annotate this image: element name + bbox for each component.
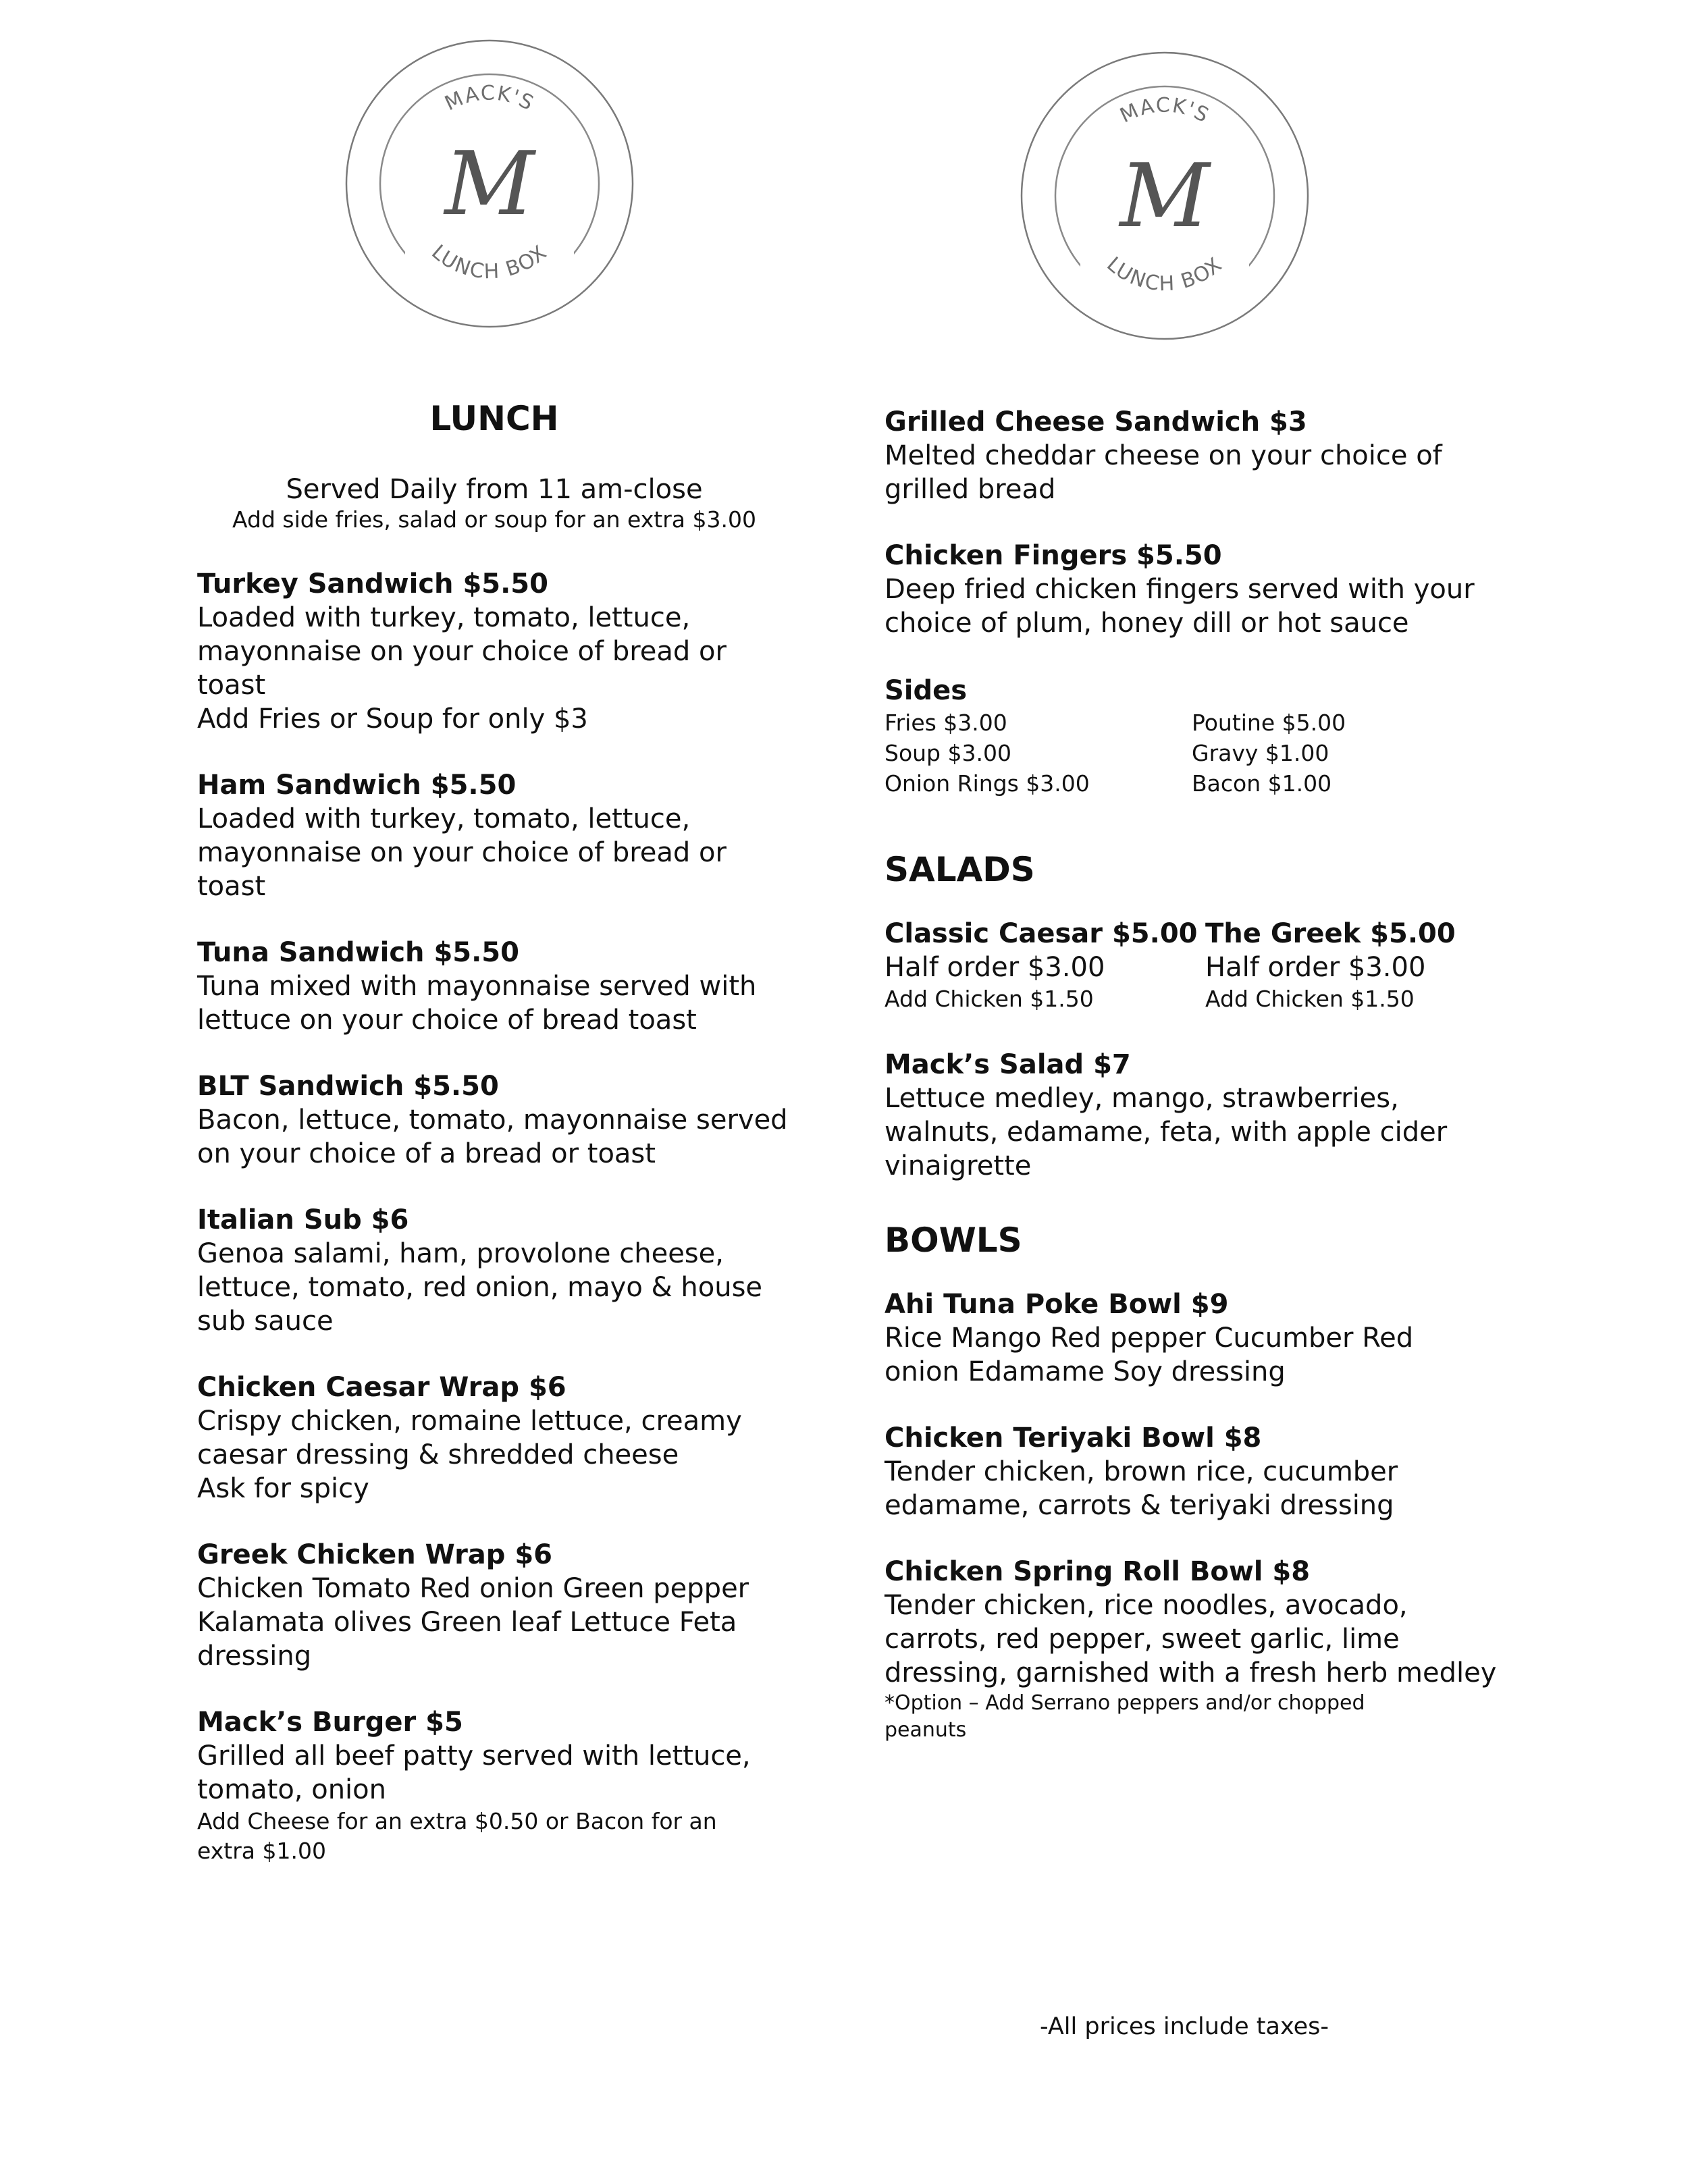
item-description-line: toast <box>197 670 266 701</box>
served-hours: Served Daily from 11 am-close <box>286 474 703 505</box>
side-item: Bacon $1.00 <box>1192 770 1332 797</box>
lunch-item <box>197 1705 805 1866</box>
item-title: Chicken Caesar Wrap $6 <box>197 1372 566 1403</box>
item-description-line: mayonnaise on your choice of bread or <box>197 636 727 667</box>
sides-list-right <box>1192 708 1533 799</box>
bowls-title: BOWLS <box>885 1221 1022 1260</box>
bowl-item <box>885 1555 1533 1744</box>
salad-add-chicken: Add Chicken $1.50 <box>885 986 1094 1012</box>
item-description-line: dressing, garnished with a fresh herb medley <box>885 1657 1497 1688</box>
item-title: Tuna Sandwich $5.50 <box>197 937 519 968</box>
side-item: Onion Rings $3.00 <box>885 770 1090 797</box>
side-item: Poutine $5.00 <box>1192 710 1346 736</box>
bowl-items <box>885 1287 1533 1744</box>
bowls-section <box>885 1220 1533 1744</box>
taxes-footer: -All prices include taxes- <box>1040 2013 1329 2040</box>
salads-section <box>885 849 1533 1183</box>
salad-description-line: vinaigrette <box>885 1150 1032 1181</box>
item-description-line: on your choice of a bread or toast <box>197 1138 656 1169</box>
item-description-line: grilled bread <box>885 474 1056 505</box>
logo-top-text: MACK'S <box>441 81 539 116</box>
logo-bottom-text: LUNCH BOX <box>1102 252 1228 296</box>
logo-letter: M <box>1119 144 1210 247</box>
item-description-line: Tender chicken, brown rice, cucumber <box>885 1456 1398 1487</box>
salad-description-line: walnuts, edamame, feta, with apple cider <box>885 1117 1448 1148</box>
item-description-line: Ask for spicy <box>197 1473 369 1504</box>
lunch-item <box>197 567 805 736</box>
salads-title: SALADS <box>885 850 1035 889</box>
item-description-line: Loaded with turkey, tomato, lettuce, <box>197 602 691 633</box>
item-title: Mack’s Burger $5 <box>197 1707 463 1738</box>
salad-half-order: Half order $3.00 <box>885 952 1105 983</box>
item-description-line: toast <box>197 871 266 902</box>
item-description-line: carrots, red pepper, sweet garlic, lime <box>885 1624 1400 1655</box>
item-title: Chicken Fingers $5.50 <box>885 540 1222 571</box>
add-side-note: Add side fries, salad or soup for an extra $3.00 <box>232 506 756 533</box>
logo-bottom-text: LUNCH BOX <box>427 240 552 284</box>
sides-list-left <box>885 708 1192 799</box>
item-title: Greek Chicken Wrap $6 <box>197 1539 553 1570</box>
logo-emblem-left <box>341 35 638 332</box>
item-title: Turkey Sandwich $5.50 <box>197 568 548 600</box>
salad-pair <box>885 917 1533 1014</box>
item-description-line: onion Edamame Soy dressing <box>885 1356 1286 1387</box>
item-title: Ahi Tuna Poke Bowl $9 <box>885 1289 1229 1320</box>
logo-right <box>1016 47 1313 344</box>
salad-half-order: Half order $3.00 <box>1205 952 1426 983</box>
salad-macks <box>885 1048 1533 1183</box>
item-description-line: Tender chicken, rice noodles, avocado, <box>885 1590 1408 1621</box>
bowl-item <box>885 1287 1533 1389</box>
sides-grid <box>885 708 1533 799</box>
item-description-line: Kalamata olives Green leaf Lettuce Feta <box>197 1607 737 1638</box>
salad-title: Mack’s Salad $7 <box>885 1049 1131 1080</box>
lunch-item <box>197 936 805 1037</box>
logo-top-text: MACK'S <box>1116 93 1214 128</box>
salad-description-line: Lettuce medley, mango, strawberries, <box>885 1083 1399 1114</box>
logo-left <box>341 35 638 332</box>
item-description-line: Rice Mango Red pepper Cucumber Red <box>885 1323 1414 1354</box>
right-items <box>885 405 1533 640</box>
logo-emblem-right <box>1016 47 1313 344</box>
lunch-item <box>197 768 805 903</box>
logo-letter: M <box>444 132 535 235</box>
item-description-line: edamame, carrots & teriyaki dressing <box>885 1490 1394 1521</box>
salad-title: The Greek $5.00 <box>1205 918 1456 949</box>
item-description-line: Add Fries or Soup for only $3 <box>197 703 588 735</box>
item-title: Chicken Spring Roll Bowl $8 <box>885 1556 1311 1587</box>
item-description-line: Chicken Tomato Red onion Green pepper <box>197 1573 749 1604</box>
item-note-line: *Option – Add Serrano peppers and/or chopped <box>885 1691 1365 1715</box>
lunch-items <box>197 567 805 1866</box>
item-title: Chicken Teriyaki Bowl $8 <box>885 1422 1262 1454</box>
bowl-item <box>885 1421 1533 1522</box>
item-description-line: choice of plum, honey dill or hot sauce <box>885 608 1409 639</box>
lunch-item <box>197 1370 805 1506</box>
lunch-item <box>197 1203 805 1338</box>
item-note-line: Add Cheese for an extra $0.50 or Bacon for an <box>197 1808 717 1834</box>
menu-item <box>885 539 1533 640</box>
item-title: BLT Sandwich $5.50 <box>197 1071 499 1102</box>
menu-item <box>885 405 1533 506</box>
item-title: Italian Sub $6 <box>197 1204 409 1235</box>
item-description-line: Tuna mixed with mayonnaise served with <box>197 971 757 1002</box>
item-note-line: extra $1.00 <box>197 1838 326 1864</box>
salad-title: Classic Caesar $5.00 <box>885 918 1198 949</box>
side-item: Fries $3.00 <box>885 710 1007 736</box>
sides-section <box>885 674 1533 799</box>
salad-classic-caesar <box>885 917 1205 1014</box>
item-description-line: dressing <box>197 1641 312 1672</box>
item-description-line: Grilled all beef patty served with lettuce, <box>197 1740 751 1772</box>
side-item: Soup $3.00 <box>885 740 1011 766</box>
item-description-line: mayonnaise on your choice of bread or <box>197 837 727 868</box>
sides-title: Sides <box>885 675 968 706</box>
lunch-item <box>197 1069 805 1171</box>
lunch-item <box>197 1538 805 1673</box>
right-column <box>885 405 1533 1744</box>
item-description-line: caesar dressing & shredded cheese <box>197 1439 679 1470</box>
item-description-line: Bacon, lettuce, tomato, mayonnaise served <box>197 1104 788 1136</box>
side-item: Gravy $1.00 <box>1192 740 1329 766</box>
lunch-column <box>197 398 805 1866</box>
item-note-line: peanuts <box>885 1718 967 1742</box>
item-description-line: Deep fried chicken fingers served with your <box>885 574 1475 605</box>
salad-add-chicken: Add Chicken $1.50 <box>1205 986 1415 1012</box>
item-description-line: Melted cheddar cheese on your choice of <box>885 440 1442 471</box>
item-description-line: lettuce on your choice of bread toast <box>197 1005 697 1036</box>
lunch-title: LUNCH <box>429 399 559 438</box>
item-description-line: tomato, onion <box>197 1774 386 1805</box>
item-description-line: sub sauce <box>197 1306 334 1337</box>
item-description-line: Genoa salami, ham, provolone cheese, <box>197 1238 724 1269</box>
item-description-line: Loaded with turkey, tomato, lettuce, <box>197 803 691 834</box>
item-title: Grilled Cheese Sandwich $3 <box>885 406 1307 437</box>
salad-the-greek <box>1205 917 1533 1014</box>
item-description-line: lettuce, tomato, red onion, mayo & house <box>197 1272 763 1303</box>
item-description-line: Crispy chicken, romaine lettuce, creamy <box>197 1406 742 1437</box>
item-title: Ham Sandwich $5.50 <box>197 770 517 801</box>
lunch-intro <box>197 473 791 533</box>
